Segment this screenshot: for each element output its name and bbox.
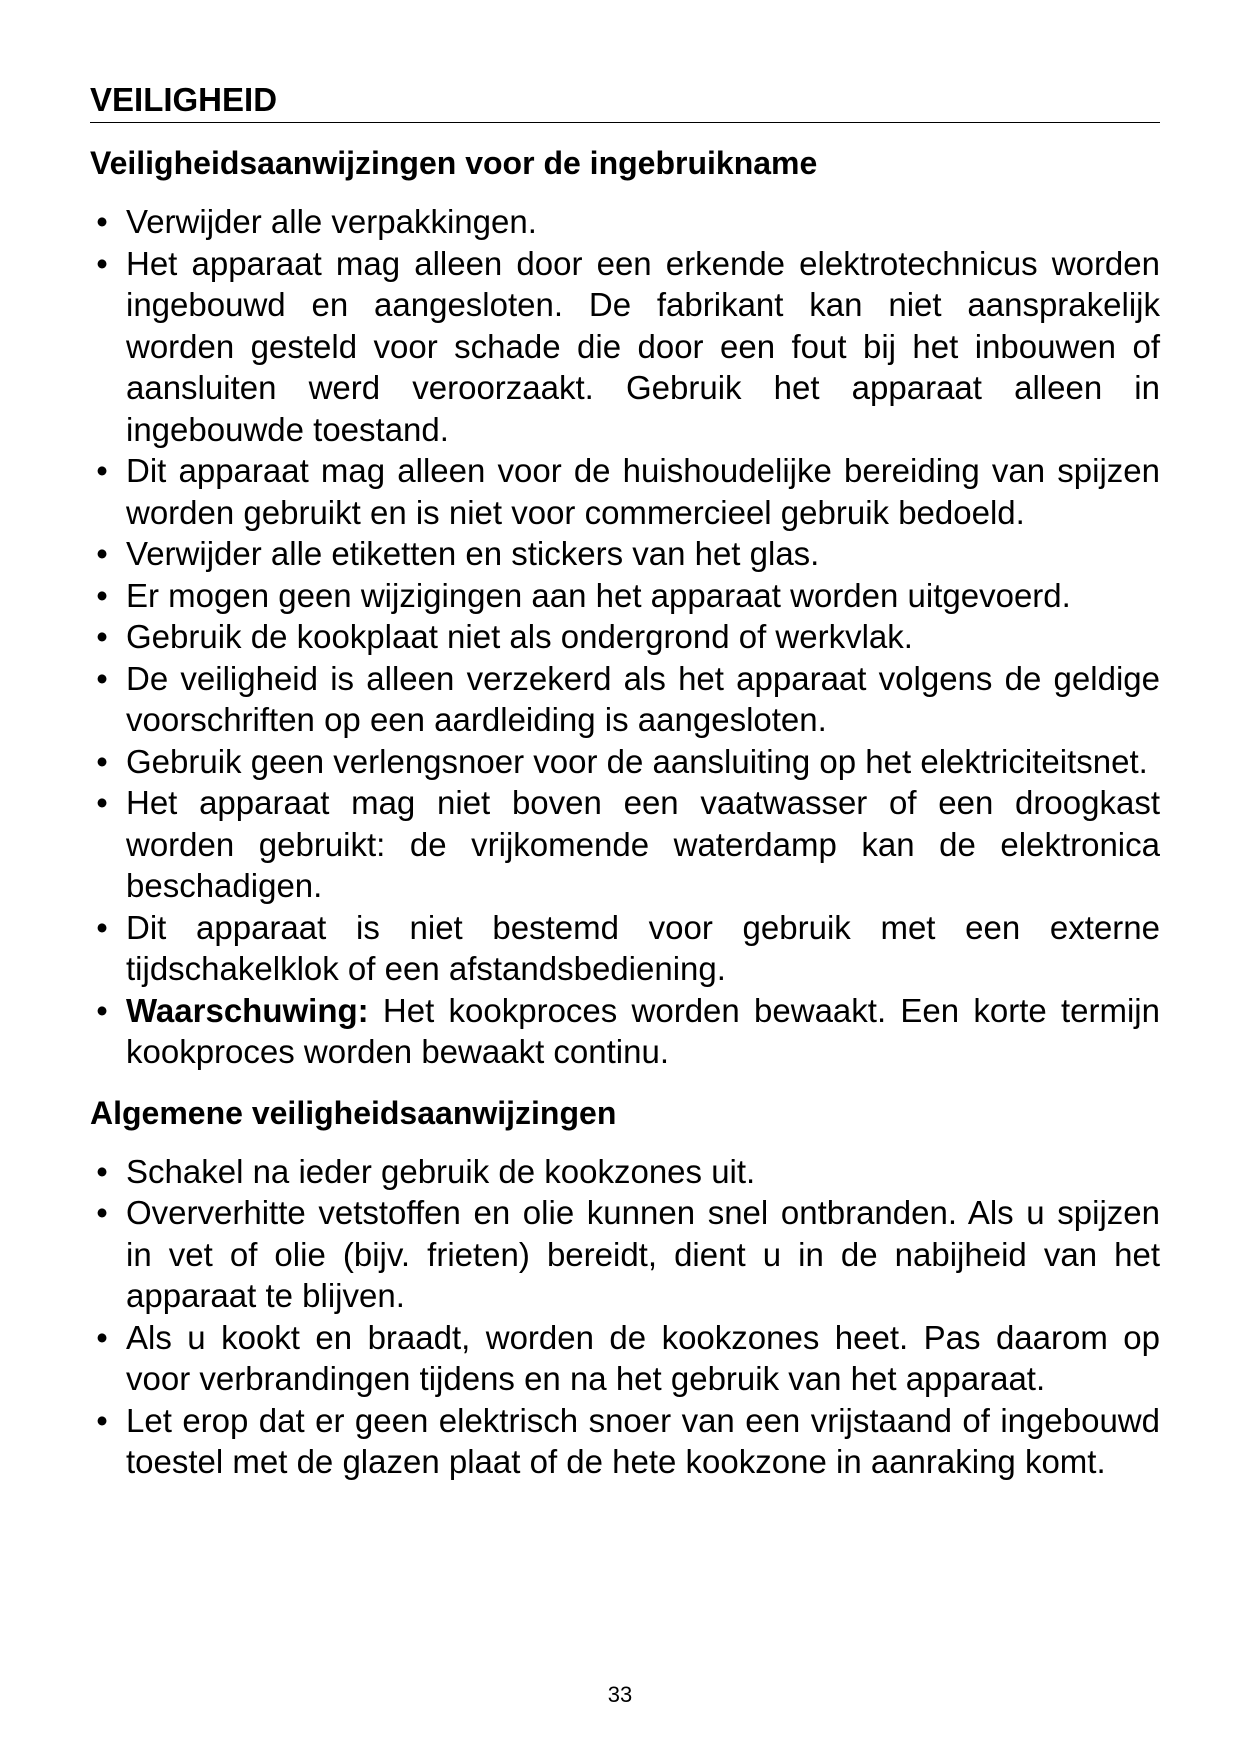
bullet-icon: • [96, 659, 108, 697]
bullet-icon: • [96, 618, 108, 655]
warning-text: Het kookproces worden bewaakt. Een korte termijn kookproces worden bewaakt continu. [126, 991, 1160, 1070]
list-item: • Dit apparaat is niet bestemd voor gebruik met een externe tijdschakelklok of een afstandsbediening. [90, 907, 1160, 990]
bullet-icon: • [96, 1401, 108, 1439]
page-number: 33 [607, 1682, 633, 1707]
list-item: • Het apparaat mag niet boven een vaatwasser of een droogkast worden gebruikt: de vrijkomende waterdamp kan de elektronica beschadigen. [90, 782, 1160, 907]
heading-general-safety: Algemene veiligheidsaanwijzingen [90, 1094, 617, 1131]
bullet-icon: • [96, 742, 108, 780]
bullet-icon: • [96, 203, 108, 240]
bullet-icon: • [96, 784, 108, 821]
list-general-safety [90, 1151, 1160, 1483]
bullet-icon: • [96, 1194, 108, 1231]
list-item: • Er mogen geen wijzigingen aan het apparaat worden uitgevoerd. [90, 575, 1160, 617]
bullet-icon: • [96, 576, 108, 614]
list-item: • Het apparaat mag alleen door een erkende elektrotechnicus worden ingebouwd en aangesloten. De fabrikant kan niet aansprakelijk worden gesteld voor schade die door een fout bij het inbouwen of aansluiten werd veroorzaakt. Gebruik het apparaat alleen in ingebouwde toestand. [90, 243, 1160, 451]
list-before-use [90, 201, 1160, 1073]
bullet-icon: • [96, 908, 108, 946]
bullet-icon: • [96, 1318, 108, 1356]
bullet-icon: • [96, 991, 108, 1029]
bullet-icon: • [96, 1152, 108, 1190]
list-item: • Gebruik de kookplaat niet als ondergrond of werkvlak. [90, 616, 1160, 658]
page-content [90, 80, 1160, 1483]
heading-before-use: Veiligheidsaanwijzingen voor de ingebruikname [90, 145, 818, 181]
list-item: • Let erop dat er geen elektrisch snoer van een vrijstaand of ingebouwd toestel met de glazen plaat of de hete kookzone in aanraking komt. [90, 1400, 1160, 1483]
list-item: • Als u kookt en braadt, worden de kookzones heet. Pas daarom op voor verbrandingen tijdens en na het gebruik van het apparaat. [90, 1317, 1160, 1400]
bullet-icon: • [96, 452, 108, 489]
list-item: • De veiligheid is alleen verzekerd als het apparaat volgens de geldige voorschriften op een aardleiding is aangesloten. [90, 658, 1160, 741]
warning-item [90, 990, 1160, 1073]
list-item: • Schakel na ieder gebruik de kookzones uit. [90, 1151, 1160, 1193]
list-item: • Gebruik geen verlengsnoer voor de aansluiting op het elektriciteitsnet. [90, 741, 1160, 783]
list-item: • Oververhitte vetstoffen en olie kunnen snel ontbranden. Als u spijzen in vet of olie (bijv. frieten) bereidt, dient u in de nabijheid van het apparaat te blijven. [90, 1192, 1160, 1317]
list-item: • Verwijder alle verpakkingen. [90, 201, 1160, 243]
bullet-icon: • [96, 244, 108, 282]
section-title: VEILIGHEID [90, 80, 1160, 123]
list-item: • Verwijder alle etiketten en stickers van het glas. [90, 533, 1160, 575]
list-item: • Dit apparaat mag alleen voor de huishoudelijke bereiding van spijzen worden gebruikt en is niet voor commercieel gebruik bedoeld. [90, 450, 1160, 533]
warning-label: Waarschuwing: [126, 991, 369, 1029]
bullet-icon: • [96, 535, 108, 572]
